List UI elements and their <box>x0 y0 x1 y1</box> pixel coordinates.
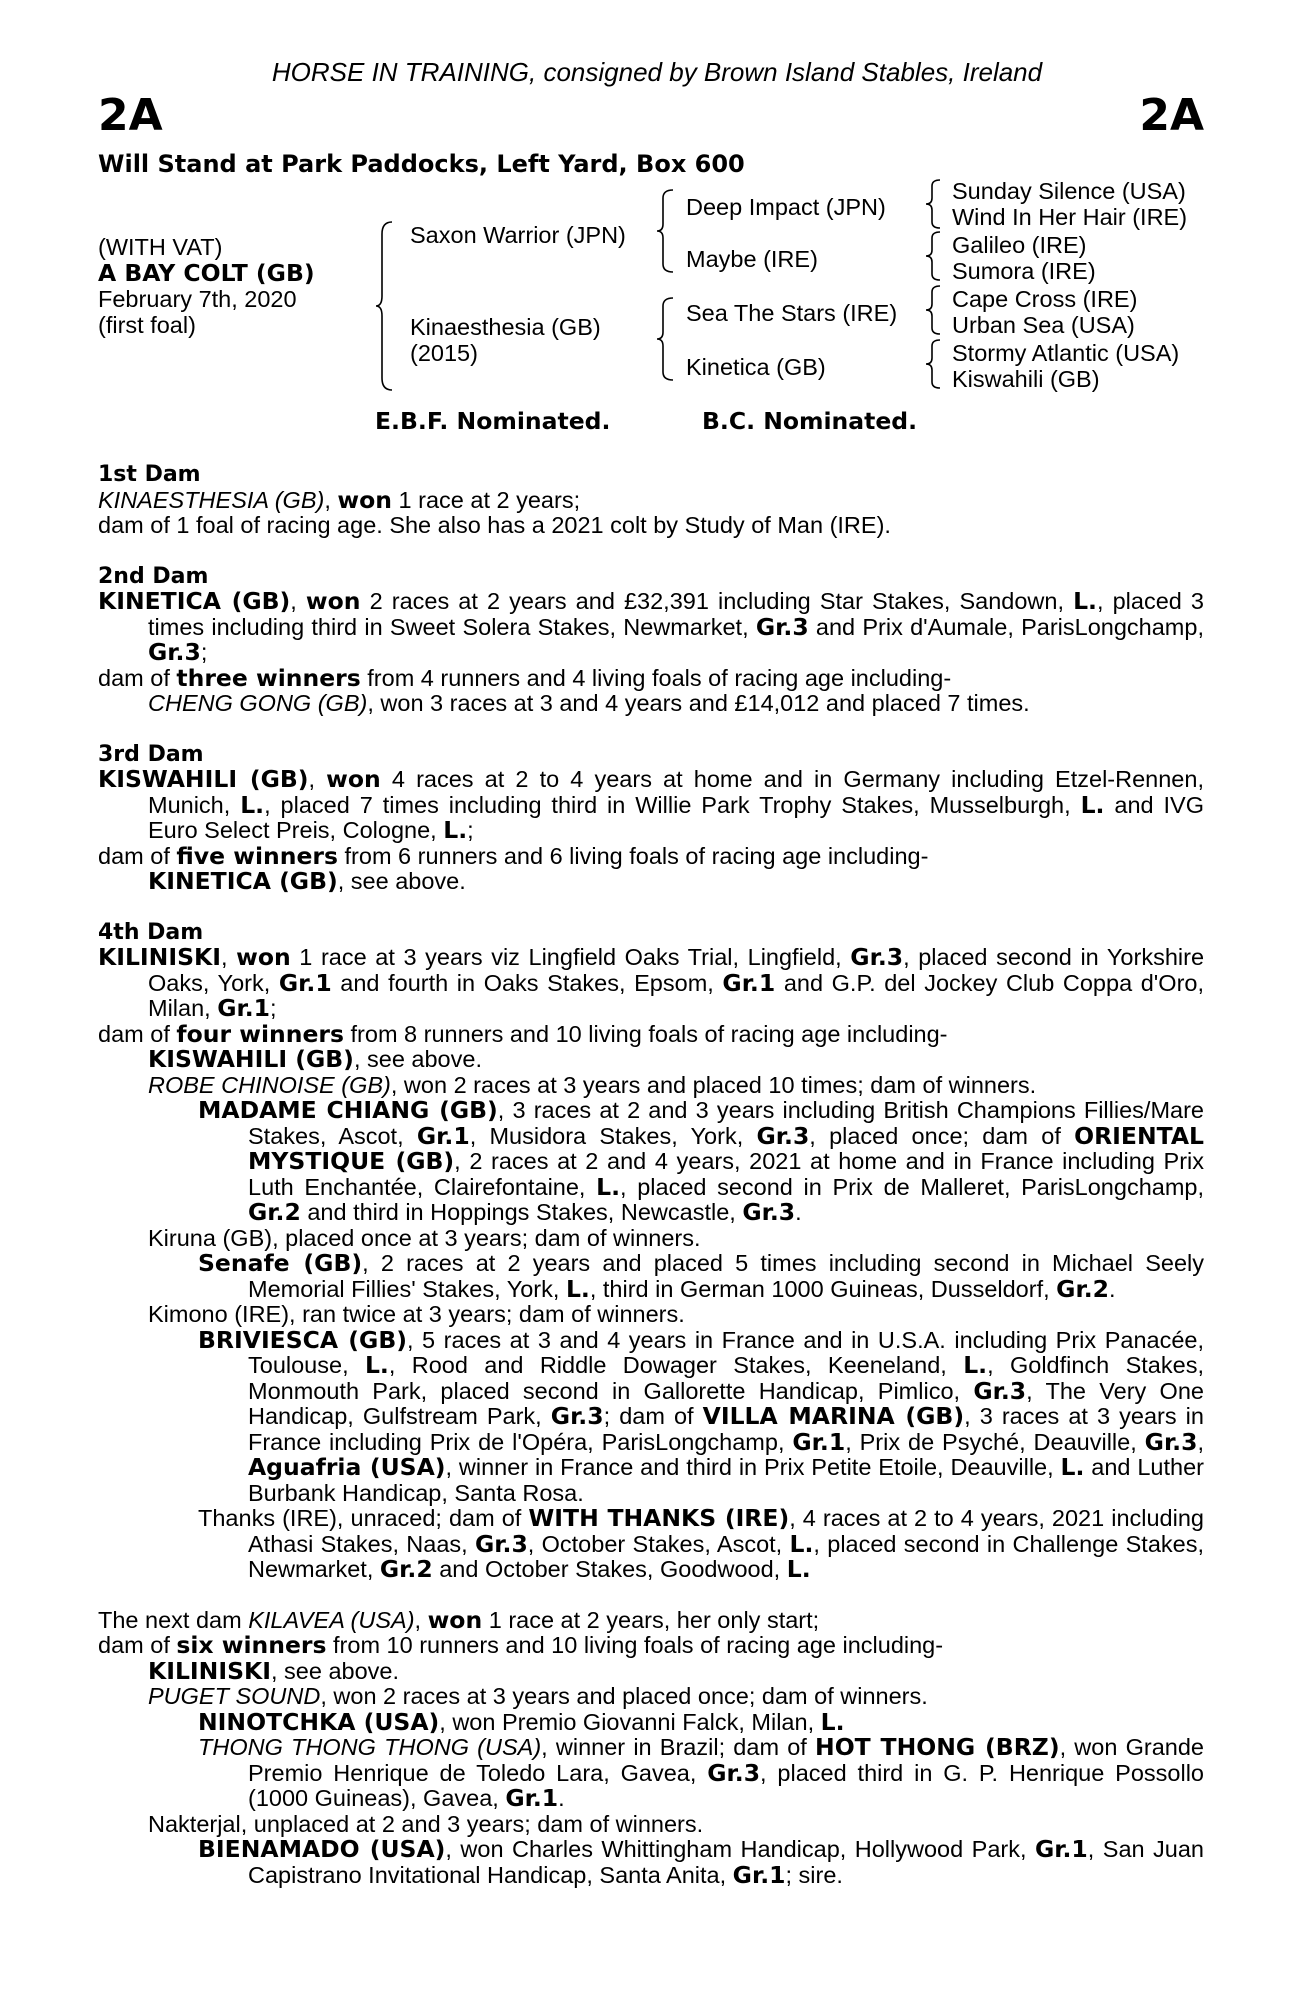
bold-text: won <box>305 587 361 615</box>
pedigree-entry <box>98 663 1204 692</box>
text-run: , <box>220 944 237 970</box>
text-run: , <box>308 766 327 792</box>
bold-text: KILINISKI <box>98 943 221 971</box>
text-run: Thanks (IRE), unraced; dam of <box>198 1505 529 1531</box>
text-run: ; sire. <box>785 1861 843 1888</box>
bold-text: BRIVIESCA (GB) <box>198 1325 407 1354</box>
bold-text: Gr.1 <box>792 1427 846 1456</box>
text-run: and Prix d'Aumale, ParisLongchamp, <box>808 613 1204 640</box>
italic-text: KINAESTHESIA (GB) <box>98 486 325 513</box>
pedigree-ggsire-3: Cape Cross (IRE) <box>952 286 1138 312</box>
bold-text: Gr.3 <box>850 943 904 971</box>
bold-text: Gr.3 <box>756 1121 810 1150</box>
bold-text: Gr.1 <box>722 968 776 997</box>
pedigree-entry <box>98 1226 1204 1252</box>
bold-text: L. <box>1073 587 1097 615</box>
pedigree-dam-sire: Sea The Stars (IRE) <box>686 300 898 326</box>
bold-text: L. <box>443 816 468 844</box>
text-run: , October Stakes, Ascot, <box>527 1530 790 1557</box>
text-run: ; <box>270 995 277 1021</box>
bold-text: L. <box>596 1172 621 1201</box>
pedigree-entry <box>98 1812 1204 1838</box>
italic-text: CHENG GONG (GB) <box>148 690 368 716</box>
bold-text: won <box>427 1605 483 1634</box>
text-run: 1 race at 2 years, her only start; <box>482 1606 820 1633</box>
section-heading: 1st Dam <box>98 462 201 487</box>
pedigree-entry <box>98 691 1204 717</box>
text-run: . <box>558 1785 565 1811</box>
text-run: and third in Hoppings Stakes, Newcastle, <box>300 1199 743 1225</box>
pedigree-notes <box>98 462 1204 1913</box>
text-run: , won 2 races at 3 years and placed 10 times; dam of winners. <box>390 1071 1037 1098</box>
pedigree-entry <box>98 513 1204 539</box>
bold-text: KILINISKI <box>148 1656 271 1685</box>
text-run: , 4 races at 2 to 4 years, 2021 including Athasi Stakes, Naas, <box>248 1505 1204 1557</box>
bold-text: MADAME CHIANG (GB) <box>198 1096 498 1124</box>
text-run: , Rood and Riddle Dowager Stakes, Keeneland, <box>388 1352 964 1378</box>
text-run: . <box>1108 1275 1116 1302</box>
bold-text: L. <box>364 1351 389 1379</box>
brace-g4 <box>924 338 946 390</box>
pedigree-dam-dam: Kinetica (GB) <box>686 354 826 380</box>
pedigree-entry <box>98 1098 1204 1226</box>
bold-text: Senafe (GB) <box>198 1249 363 1277</box>
text-run: from 4 runners and 4 living foals of racing age including- <box>360 664 952 691</box>
text-run: , <box>324 486 338 513</box>
text-run: The next dam <box>98 1606 249 1633</box>
pedigree-entry <box>98 1073 1204 1099</box>
pedigree-dam-name: Kinaesthesia (GB) <box>410 314 601 340</box>
text-run: , won 2 races at 3 years and placed once; dam of winners. <box>320 1683 928 1709</box>
bold-text: HOT THONG (BRZ) <box>815 1733 1060 1761</box>
italic-text: THONG THONG THONG (USA) <box>198 1734 542 1760</box>
pedigree-entry <box>98 1302 1204 1328</box>
bc-nomination: B.C. Nominated. <box>702 407 918 435</box>
text-run: and October Stakes, Goodwood, <box>432 1556 787 1582</box>
text-run: Kimono (IRE), ran twice at 3 years; dam of winners. <box>148 1301 685 1327</box>
bold-text: L. <box>565 1274 590 1303</box>
text-run: dam of <box>98 1632 177 1658</box>
pedigree-entry <box>98 1019 1204 1048</box>
bold-text: BIENAMADO (USA) <box>198 1835 446 1863</box>
pedigree-entry <box>98 1633 1204 1659</box>
bold-text: three winners <box>176 663 361 692</box>
bold-text: L. <box>1060 1453 1085 1481</box>
dam-section <box>98 920 1204 1583</box>
pedigree-ggdam-2: Sumora (IRE) <box>952 258 1096 284</box>
bold-text: Gr.2 <box>379 1555 433 1583</box>
text-run: , third in German 1000 Guineas, Dusseldorf, <box>589 1275 1057 1302</box>
text-run: , 2 races at 2 and 4 years, 2021 at home and in France including Prix Luth Enchantée, Clairefontaine, <box>248 1148 1204 1200</box>
brace-first-gen <box>374 220 398 392</box>
pedigree-entry <box>98 1684 1204 1710</box>
text-run: , placed second in Challenge Stakes, Newmarket, <box>248 1530 1204 1582</box>
pedigree-entry <box>98 589 1204 666</box>
text-run: ; <box>467 817 474 843</box>
pedigree-dam-year: (2015) <box>410 340 478 366</box>
text-run: and G.P. del Jockey Club Coppa d'Oro, Milan, <box>148 969 1204 1021</box>
text-run: dam of <box>98 842 177 869</box>
pedigree-entry <box>98 841 1204 870</box>
pedigree-entry <box>98 1707 1204 1736</box>
pedigree-entry <box>98 945 1204 1022</box>
text-run: , placed 3 times including third in Sweet Solera Stakes, Newmarket, <box>148 588 1204 640</box>
dam-section <box>98 462 1204 539</box>
text-run: , Goldfinch Stakes, Monmouth Park, placed second in Gallorette Handicap, Pimlico, <box>248 1352 1204 1404</box>
pedigree-ggdam-3: Urban Sea (USA) <box>952 312 1135 338</box>
pedigree-ggsire-1: Sunday Silence (USA) <box>952 178 1186 204</box>
brace-g2 <box>924 230 946 282</box>
pedigree-entry <box>98 485 1204 514</box>
bold-text: VILLA MARINA (GB) <box>702 1402 965 1430</box>
bold-text: WITH THANKS (IRE) <box>528 1504 790 1532</box>
bold-text: won <box>337 485 392 514</box>
ebf-nomination: E.B.F. Nominated. <box>375 407 611 435</box>
bold-text: Gr.1 <box>416 1121 470 1150</box>
text-run: , <box>1197 1428 1204 1455</box>
bold-text: Gr.1 <box>217 994 271 1022</box>
text-run: and Luther Burbank Handicap, Santa Rosa. <box>248 1454 1204 1506</box>
bold-text: ORIENTAL MYSTIQUE (GB) <box>248 1121 1205 1175</box>
bold-text: won <box>326 765 381 793</box>
nominations-row <box>0 408 1314 438</box>
dam-section <box>98 1605 1205 1889</box>
pedigree-entry <box>98 869 1204 895</box>
stand-location: Will Stand at Park Paddocks, Left Yard, Box 600 <box>98 150 745 178</box>
text-run: dam of 1 foal of racing age. She also has a 2021 colt by Study of Man (IRE). <box>98 512 891 538</box>
text-run: , Prix de Psyché, Deauville, <box>845 1428 1145 1455</box>
pedigree-entry <box>98 1735 1204 1812</box>
bold-text: L. <box>963 1351 988 1379</box>
bold-text: six winners <box>176 1631 327 1659</box>
text-run: , won 3 races at 3 and 4 years and £14,012 and placed 7 times. <box>367 690 1030 716</box>
pedigree-sire: Saxon Warrior (JPN) <box>410 222 626 248</box>
bold-text: Gr.3 <box>550 1402 604 1430</box>
bold-text: Gr.3 <box>755 612 809 641</box>
bold-text: KINETICA (GB) <box>98 587 291 615</box>
text-run: 1 race at 2 years; <box>392 486 581 513</box>
dam-section <box>98 742 1204 895</box>
bold-text: KISWAHILI (GB) <box>98 765 309 793</box>
italic-text: KILAVEA (USA) <box>248 1606 415 1633</box>
brace-dam-parents <box>655 296 679 382</box>
text-run: , The Very One Handicap, Gulfstream Park, <box>248 1377 1204 1429</box>
text-run: , 3 races at 3 years in France including Prix de l'Opéra, ParisLongchamp, <box>248 1403 1204 1455</box>
text-run: , see above. <box>270 1657 400 1684</box>
bold-text: L. <box>820 1707 845 1736</box>
bold-text: Gr.3 <box>742 1198 796 1226</box>
text-run: , 2 races at 2 years and placed 5 times including second in Michael Seely Memorial Fillies' Stakes, York, <box>248 1250 1204 1302</box>
text-run: dam of <box>98 664 177 691</box>
text-run: dam of <box>98 1020 177 1047</box>
section-heading: 3rd Dam <box>98 741 204 767</box>
pedigree-sire-dam: Maybe (IRE) <box>686 246 818 272</box>
pedigree-entry <box>98 767 1204 844</box>
text-run: Nakterjal, unplaced at 2 and 3 years; dam of winners. <box>148 1810 704 1837</box>
text-run: , won Charles Whittingham Handicap, Hollywood Park, <box>445 1836 1035 1862</box>
bold-text: Gr.3 <box>474 1529 528 1558</box>
text-run: , placed second in Prix de Malleret, ParisLongchamp, <box>620 1173 1205 1200</box>
bold-text: L. <box>786 1555 811 1583</box>
text-run: ; dam of <box>603 1403 703 1429</box>
italic-text: ROBE CHINOISE (GB) <box>148 1071 391 1098</box>
bold-text: five winners <box>176 841 338 870</box>
text-run: , placed 7 times including third in Willie Park Trophy Stakes, Musselburgh, <box>264 791 1081 818</box>
italic-text: PUGET SOUND <box>148 1683 321 1709</box>
pedigree-sire-sire: Deep Impact (JPN) <box>686 194 886 220</box>
bold-text: L. <box>789 1529 814 1558</box>
pedigree-table <box>0 176 1314 412</box>
bold-text: Gr.2 <box>248 1198 301 1226</box>
text-run: . <box>795 1199 802 1225</box>
catalogue-header: HORSE IN TRAINING, consigned by Brown Island Stables, Ireland <box>271 57 1043 87</box>
section-heading: 4th Dam <box>98 919 204 945</box>
bold-text: Gr.3 <box>1144 1427 1198 1456</box>
text-run: Kiruna (GB), placed once at 3 years; dam of winners. <box>148 1224 701 1251</box>
text-run: , Musidora Stakes, York, <box>469 1122 757 1149</box>
bold-text: Gr.3 <box>707 1758 761 1787</box>
text-run: , winner in Brazil; dam of <box>541 1734 816 1760</box>
bold-text: L. <box>240 790 265 819</box>
bold-text: Gr.1 <box>278 968 332 997</box>
subject-note: (first foal) <box>98 312 196 338</box>
brace-g1 <box>924 178 946 230</box>
pedigree-ggdam-1: Wind In Her Hair (IRE) <box>952 204 1188 230</box>
text-run: , 3 races at 2 and 3 years including British Champions Fillies/Mare Stakes, Ascot, <box>248 1097 1204 1149</box>
pedigree-entry <box>98 1605 1204 1634</box>
pedigree-ggsire-2: Galileo (IRE) <box>952 232 1087 258</box>
text-run: from 6 runners and 6 living foals of racing age including- <box>337 842 929 869</box>
bold-text: four winners <box>176 1019 344 1048</box>
pedigree-entry <box>98 1251 1204 1302</box>
pedigree-entry <box>98 1047 1204 1073</box>
bold-text: Gr.1 <box>1034 1835 1088 1863</box>
brace-g3 <box>924 284 946 336</box>
bold-text: won <box>236 943 291 971</box>
text-run: from 10 runners and 10 living foals of racing age including- <box>326 1632 944 1658</box>
text-run: , see above. <box>353 1046 482 1072</box>
bold-text: Gr.1 <box>505 1784 559 1812</box>
lot-number-right: 2A <box>1139 90 1204 141</box>
pedigree-ggdam-4: Kiswahili (GB) <box>952 366 1100 392</box>
bold-text: Gr.3 <box>148 638 201 666</box>
text-run: and fourth in Oaks Stakes, Epsom, <box>331 969 723 996</box>
text-run: 2 races at 2 years and £32,391 including Star Stakes, Sandown, <box>360 588 1074 614</box>
text-run: , 5 races at 3 and 4 years in France and in U.S.A. including Prix Panacée, Toulouse, <box>248 1326 1204 1378</box>
brace-sire-parents <box>655 188 679 274</box>
text-run: , <box>290 588 306 614</box>
pedigree-ggsire-4: Stormy Atlantic (USA) <box>952 340 1180 366</box>
subject-dob: February 7th, 2020 <box>98 286 297 312</box>
text-run: and IVG Euro Select Preis, Cologne, <box>148 791 1204 843</box>
pedigree-entry <box>98 1325 1204 1507</box>
text-run: , placed third in G. P. Henrique Possollo (1000 Guineas), Gavea, <box>248 1759 1204 1811</box>
lot-number-left: 2A <box>98 90 163 141</box>
bold-text: KISWAHILI (GB) <box>148 1045 354 1073</box>
dam-section <box>98 564 1204 717</box>
subject-name: A BAY COLT (GB) <box>98 259 315 287</box>
pedigree-entry <box>98 1837 1204 1888</box>
subject-vat: (WITH VAT) <box>98 234 223 260</box>
bold-text: Gr.2 <box>1056 1274 1109 1303</box>
bold-text: Aguafria (USA) <box>248 1453 446 1481</box>
text-run: 4 races at 2 to 4 years at home and in Germany including Etzel-Rennen, Munich, <box>148 766 1204 818</box>
text-run: , winner in France and third in Prix Petite Etoile, Deauville, <box>445 1454 1061 1480</box>
pedigree-entry <box>98 1506 1204 1583</box>
text-run: , placed once; dam of <box>809 1122 1075 1149</box>
bold-text: NINOTCHKA (USA) <box>198 1707 440 1736</box>
text-run: ; <box>200 639 208 665</box>
pedigree-entry <box>98 1656 1204 1685</box>
text-run: , won Grande Premio Henrique de Toledo Lara, Gavea, <box>248 1734 1205 1786</box>
bold-text: Gr.3 <box>973 1376 1027 1405</box>
bold-text: Gr.1 <box>732 1860 786 1889</box>
section-heading: 2nd Dam <box>98 563 209 589</box>
text-run: 1 race at 3 years viz Lingfield Oaks Trial, Lingfield, <box>290 944 851 970</box>
text-run: , placed second in Yorkshire Oaks, York, <box>148 944 1205 996</box>
bold-text: KINETICA (GB) <box>148 867 338 895</box>
text-run: , see above. <box>337 868 466 894</box>
text-run: , San Juan Capistrano Invitational Handicap, Santa Anita, <box>248 1836 1205 1888</box>
bold-text: L. <box>1080 790 1105 819</box>
text-run: from 8 runners and 10 living foals of racing age including- <box>344 1020 948 1047</box>
text-run: , won Premio Giovanni Falck, Milan, <box>439 1708 821 1735</box>
text-run: , <box>414 1606 428 1633</box>
